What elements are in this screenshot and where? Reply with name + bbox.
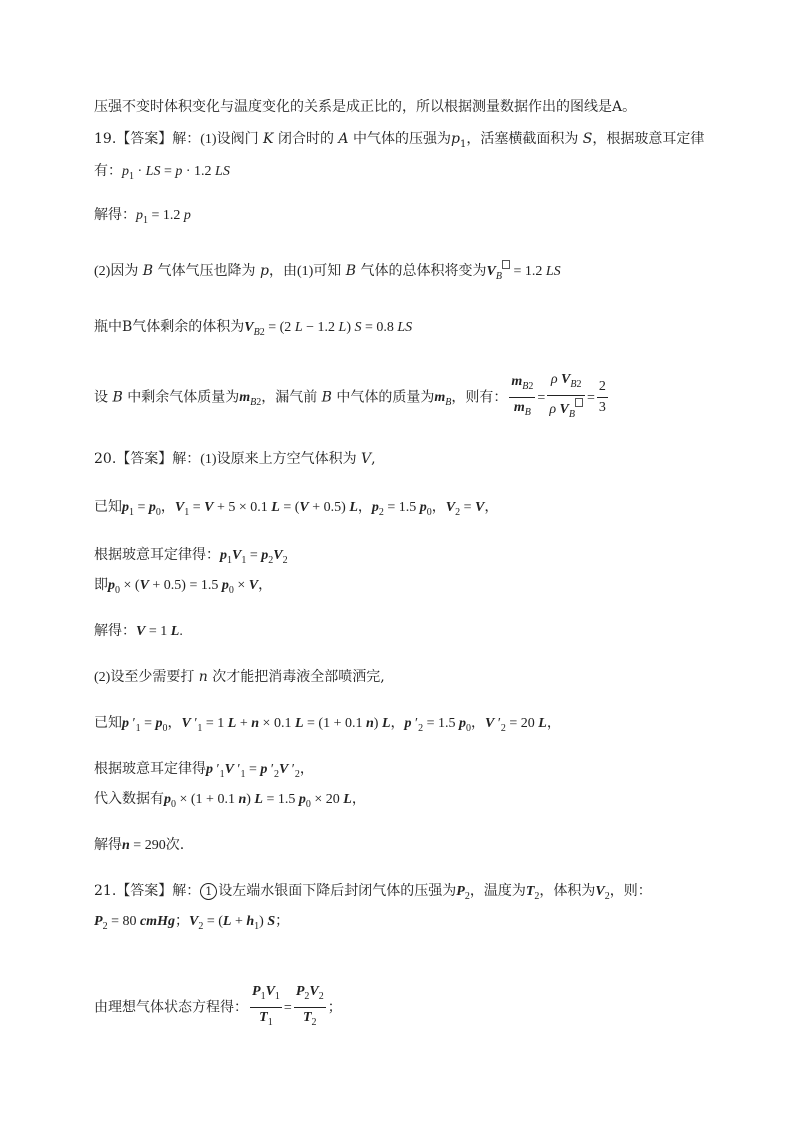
- fraction: $\frac{\rho V_{B2}}{\rho V_B}$: [547, 372, 585, 423]
- line-q20-part2-substitute: 代入数据有$p_0 \times (1 + 0.1$ n) L = 1.5 $p_0 \times 20$ L，: [94, 791, 366, 810]
- line-q20-part2: (2)设至少需要打 n 次才能把消毒液全部喷洒完,: [94, 669, 385, 685]
- line-q20-head: 20.【答案】解：(1)设原来上方空气体积为 V,: [94, 451, 376, 467]
- line-q21-state2: $P_2 = 80$ cmHg；$V_2 = (L + h_1)$ S；: [94, 914, 290, 932]
- line-q20-law: 根据玻意耳定律得：$p_1V_1 = p_2V_2$: [94, 547, 288, 566]
- line-q19-part2: (2)因为 B 气体气压也降为 p，由(1)可知 B 气体的总体积将变为$V_B = 1.2$ LS: [94, 260, 561, 288]
- line-q20-result: 解得：V = 1 L.: [94, 623, 183, 639]
- line-q21-head: 21.【答案】解： 1 设左端水银面下降后封闭气体的压强为$P_2$，温度为$T_2$，体积为$V_2$，则：: [94, 883, 652, 902]
- circled-one-icon: 1: [200, 883, 217, 900]
- fraction: $\frac{P_1V_1}{T_1}$: [252, 984, 280, 1028]
- line-q20-part2-law: 根据玻意耳定律得p $'_1V$ $'_1 = p$ $'_2V$ $'_2$，: [94, 761, 314, 780]
- line-q19-result1: 解得：$p_1 = 1.2$ p: [94, 207, 191, 226]
- placeholder-box-icon: [575, 398, 583, 407]
- fraction: $\frac{2}{3}$: [598, 378, 606, 415]
- line-q19-head: 19.【答案】解：(1)设阀门 K 闭合时的 A 中气体的压强为$p_1$，活塞横截面积为 S，根据玻意耳定律: [94, 131, 705, 150]
- line-q19-eq1: 有：$p_1$ · LS = p · 1.2 LS: [94, 163, 230, 182]
- line-q20-part2-result: 解得n = 290次.: [94, 837, 185, 853]
- line-q18-conclusion: 压强不变时体积变化与温度变化的关系是成正比的，所以根据测量数据作出的图线是A。: [94, 99, 637, 115]
- fraction: $\frac{P_2V_2}{T_2}$: [295, 984, 324, 1028]
- line-q20-substitute: 即$p_0 \times (V + 0.5) = 1.5$ $p_0 \times V$，: [94, 577, 273, 596]
- line-q20-part2-known: 已知p $'_1 = p_0$，V $'_1 = 1$ L + n × 0.1 L = (1 + 0.1 n) L，p $'_2 = 1.5$ $p_0$，V $'_2 = 20$ L，: [94, 715, 561, 734]
- line-q19-mass-ratio: 设 B 中剩余气体质量为$m_{B2}$，漏气前 B 中气体的质量为$m_B$，则有： $\frac{m_{B2}}{m_B}$ = $\frac{\rho V_{B2}}{\rho V_B}$ = $\frac{2}{3}$: [94, 372, 610, 423]
- fraction: $\frac{m_{B2}}{m_B}$: [511, 374, 534, 418]
- line-q21-ideal-gas: 由理想气体状态方程得： $\frac{P_1V_1}{T_1}$ = $\frac{P_2V_2}{T_2}$ ；: [94, 984, 342, 1031]
- placeholder-box-icon: [502, 260, 510, 269]
- line-q20-known: 已知$p_1 = p_0$，$V_1 = V + 5 \times 0.1$ L = (V + 0.5) L，$p_2 = 1.5$ $p_0$，$V_2 = V$，: [94, 499, 499, 518]
- line-q19-remaining-volume: 瓶中B气体剩余的体积为$V_{B2} = (2$ L − 1.2 L) S = 0.8 LS: [94, 319, 413, 338]
